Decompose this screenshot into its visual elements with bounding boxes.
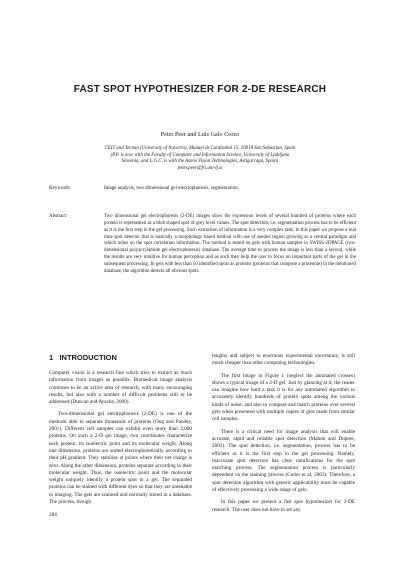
left-column (49, 370, 192, 506)
section-heading (49, 353, 117, 362)
paragraph: Computer vision is a research line which tries to extract as much information from images as possible. Biomedical image analysis continues to be an active area of research, with many encouraging results, but also with a number of difficult problems still to be addressed (Duncan and Ayache, 2000). (49, 370, 192, 406)
page-number: 284 (49, 512, 57, 518)
section-title: INTRODUCTION (59, 353, 117, 362)
section-number: 1 (49, 353, 54, 362)
keywords-text: Image analysis, two dimensional gel electrophoresis, segmentation. (104, 186, 239, 191)
paragraph: Two-dimensional gel electrophoresis (2-DE) is one of the methods able to separate thousands of proteins (Ong and Pandey, 2001). Different cell samples can exhibit even more than 2,000 proteins. On such a 2-D gel image, two coordinates characterize each protein: its isoelectric point and its molecular weight. Along one dimension, proteins are sorted electrophoretically according to their pH gradient. They stabilize at points where their net charge is zero. Along the other dimension, proteins separate according to their molecular weight. Thus, the isoelectric point and the molecular weight uniquely identify a protein spot in a gel. The separated proteins can be stained with different dyes so that they are amenable to imaging. The gels are scanned and normally stored in a database. The process, though (49, 411, 192, 506)
paper-title: FAST SPOT HYPOTHESIZER FOR 2-DE RESEARCH (73, 84, 327, 95)
author-names: Peter Peer and Luis Galo Corzo (160, 131, 240, 138)
affiliation-line: (P.P. is now with the Faculty of Computer and Information Science, University of Ljubljana (110, 152, 290, 158)
paragraph: There is a critical need for image analysis that will enable accurate, rapid and reliable spot detection (Mahon and Dupree, 2001). The spot detection, i.e. segmentation, process has to be efficient as it is the first step in the gel processing. Namely, inaccurate spot detection has clear ramifications for the spot matching process. The segmentation process is particularly dependent on the staining process (Cutler et al, 2003). Therefore, a spot detection algorithm with generic applicability must be capable of effectively processing a wide range of gels. (212, 428, 355, 494)
paragraph: lengthy and subject to enormous experimental uncertainty, is still much cheaper than other computing technologies. (212, 353, 355, 367)
keywords-label: Keywords: (49, 186, 71, 191)
abstract-text: Two dimensional gel electrophoresis (2-DE) images show the expression levels of several hundred of proteins where each protein is represented as a blob shaped spot of grey level values. The spot detection, i.e. segmentation process has to be efficient as it is the first step in the gel processing. Such extraction of information is a very complex task. In this paper we propose a real time spot detector that is basically a morphology based method with use of seeded region growing as a central paradigm and which relies on the spot correlation information. The method is tested on gels with human samples in SWISS-2DPAGE (two-dimensional polyacrylamide gel electrophoresis) database. The average time to process the image is less than a second, while the results are very intuitive for human perception and as such they help the user to focus on important parts of the gel in the subsequent processing. In gels with less than 50 identified spots as proteins (proteins that compose a proteome) in the mentioned database, the algorithm detects all obvious spots. (104, 214, 356, 274)
affiliation-line: CEIT and Tecnun (University of Navarra), Manuel de Lardizabal 15, 20018 San Sebastian, Spain (104, 146, 296, 151)
paragraph: In this paper we present a fast spot hypothesizer for 2-DE research. The user does not have to set any (212, 499, 355, 513)
right-column (212, 353, 355, 514)
affiliation-line: Slovenia, and L.G.C. is with the Asteis Vision Technologies, Astigarraga, Spain) (121, 159, 279, 164)
author-email: peter.peer@fri.uni-lj.si (177, 165, 223, 171)
abstract-label: Abstract: (49, 214, 68, 219)
paragraph: The first image in Figure 1 (neglect the annotated crosses) shows a typical image of a 2-D gel. Just by glancing at it, the reader can imagine how hard a task it is for any automated algorithm to accurately identify hundreds of protein spots among the various kinds of noise, and also to compare and match proteins over several gels when presented with multiple copies of gels made from similar cell samples. (212, 372, 355, 423)
